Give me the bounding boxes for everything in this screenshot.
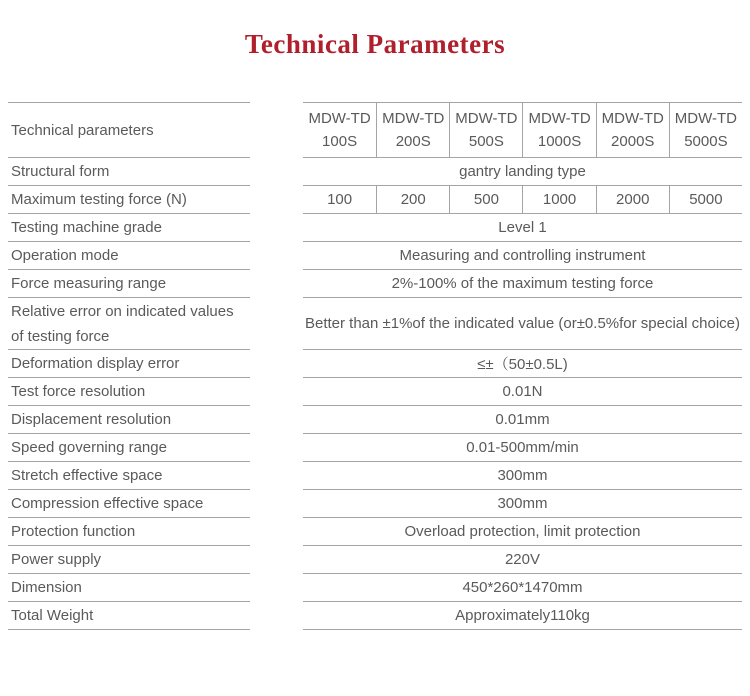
model-size: 1000S	[537, 133, 582, 150]
max-force-1000: 1000	[522, 186, 595, 214]
row-value-displacement-resolution: 0.01mm	[303, 406, 742, 434]
row-value-power-supply: 220V	[303, 546, 742, 574]
model-header-500s	[449, 102, 522, 158]
row-value-test-force-resolution: 0.01N	[303, 378, 742, 406]
row-label-structural-form: Structural form	[8, 158, 250, 186]
row-label-power-supply: Power supply	[8, 546, 250, 574]
model-size: 500S	[468, 133, 504, 150]
model-size: 5000S	[684, 133, 728, 150]
row-value-machine-grade: Level 1	[303, 214, 742, 242]
row-label-speed-governing-range: Speed governing range	[8, 434, 250, 462]
row-value-structural-form: gantry landing type	[303, 158, 742, 186]
row-label-machine-grade: Testing machine grade	[8, 214, 250, 242]
row-label-operation-mode: Operation mode	[8, 242, 250, 270]
table-corner-label: Technical parameters	[8, 102, 250, 158]
row-label-compression-space: Compression effective space	[8, 490, 250, 518]
row-label-total-weight: Total Weight	[8, 602, 250, 630]
row-value-force-measuring-range: 2%-100% of the maximum testing force	[303, 270, 742, 298]
max-force-200: 200	[376, 186, 449, 214]
model-name: MDW-TD	[601, 110, 664, 127]
model-name: MDW-TD	[455, 110, 518, 127]
row-value-stretch-space: 300mm	[303, 462, 742, 490]
page-title: Technical Parameters	[244, 29, 506, 59]
model-name: MDW-TD	[308, 110, 371, 127]
row-value-total-weight: Approximately110kg	[303, 602, 742, 630]
max-force-5000: 5000	[669, 186, 742, 214]
model-size: 100S	[322, 133, 358, 150]
model-header-100s	[303, 102, 376, 158]
model-name: MDW-TD	[674, 110, 738, 127]
row-label-max-testing-force: Maximum testing force (N)	[8, 186, 250, 214]
model-name: MDW-TD	[382, 110, 445, 127]
model-size: 200S	[395, 133, 431, 150]
row-value-dimension: 450*260*1470mm	[303, 574, 742, 602]
model-header-200s	[376, 102, 449, 158]
model-header-5000s	[669, 102, 742, 158]
row-value-speed-governing-range: 0.01-500mm/min	[303, 434, 742, 462]
row-label-dimension: Dimension	[8, 574, 250, 602]
model-header-2000s	[596, 102, 669, 158]
row-label-relative-error: Relative error on indicated values of testing force	[8, 298, 250, 350]
row-label-displacement-resolution: Displacement resolution	[8, 406, 250, 434]
row-label-deformation-error: Deformation display error	[8, 350, 250, 378]
row-label-test-force-resolution: Test force resolution	[8, 378, 250, 406]
row-label-stretch-space: Stretch effective space	[8, 462, 250, 490]
technical-parameters-table	[8, 102, 742, 630]
model-size: 2000S	[611, 133, 655, 150]
row-label-force-measuring-range: Force measuring range	[8, 270, 250, 298]
row-value-relative-error: Better than ±1%of the indicated value (or±0.5%for special choice)	[303, 298, 742, 350]
model-name: MDW-TD	[528, 110, 591, 127]
model-header-1000s	[522, 102, 595, 158]
row-value-deformation-error: ≤±（50±0.5L)	[303, 350, 742, 378]
max-force-100: 100	[303, 186, 376, 214]
row-value-compression-space: 300mm	[303, 490, 742, 518]
row-value-operation-mode: Measuring and controlling instrument	[303, 242, 742, 270]
max-force-500: 500	[449, 186, 522, 214]
row-value-protection-function: Overload protection, limit protection	[303, 518, 742, 546]
row-label-protection-function: Protection function	[8, 518, 250, 546]
max-force-2000: 2000	[596, 186, 669, 214]
